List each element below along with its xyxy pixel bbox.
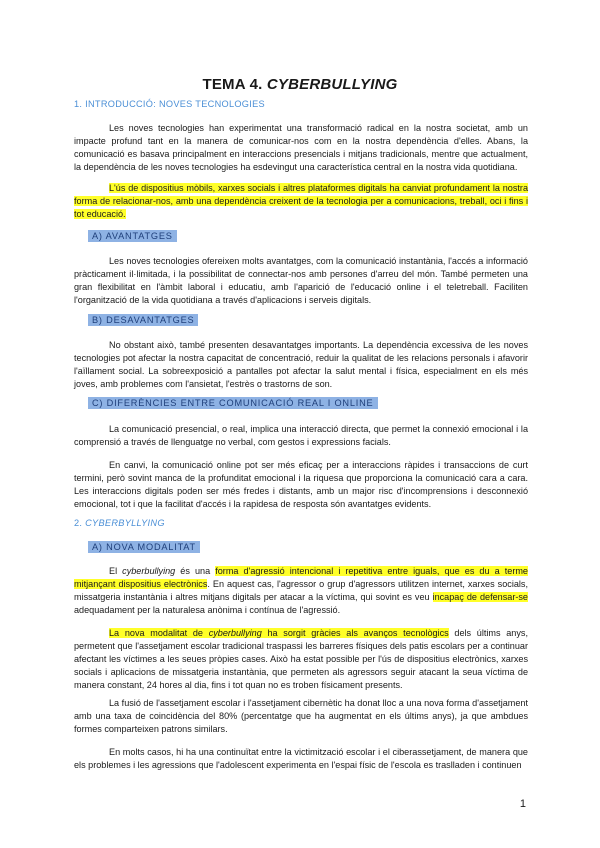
subheading-new-modality: A) NOVA MODALITAT	[88, 541, 200, 553]
paragraph-intro-1: Les noves tecnologies han experimentat una transformació radical en la nostra societat, amb un impacte profund tant en la manera de comunicar-nos com en la nostra dependència d'elles. Abans, la comunicació es basava principalment en interaccions presencials i mitjans tradicionals, mentre que actualment, la dependència de les noves tecnologies ha esdevingut una característica central en la nostra vida quotidiana.	[74, 123, 528, 172]
subheading-advantages: A) AVANTATGES	[88, 230, 177, 242]
heading-number: 2.	[74, 518, 86, 528]
page-number: 1	[519, 798, 526, 810]
paragraph-fusion: La fusió de l'assetjament escolar i l'assetjament cibernètic ha donat lloc a una nova forma d'assetjament amb una taxa de coincidència del 80% (percentatge que ha augmentat en els últims anys), ja que ambdues formes comparteixen patrons similars.	[74, 698, 528, 734]
title-prefix: TEMA 4.	[202, 76, 267, 93]
title-emphasis: CYBERBULLYING	[266, 76, 398, 93]
paragraph-differences-1: La comunicació presencial, o real, implica una interacció directa, que permet la connexió emocional i la comprensió a través de llenguatge no verbal, com gestos i expressions facials.	[74, 424, 528, 447]
highlight: cyberbullying	[208, 628, 262, 638]
highlight: ha sorgit gràcies als avanços tecnològics	[261, 628, 449, 638]
paragraph-differences-2: En canvi, la comunicació online pot ser més eficaç per a interaccions ràpides i transaccions de curt termini, però sovint manca de la profunditat emocional i la riquesa que proporciona la comunicació cara a cara. Les interaccions digitals poden ser més fredes i distants, amb un major risc d'incomprensions i desconnexió emocional, tot i que la facilitat d'accés i la rapidesa de resposta són avantatges evidents.	[74, 460, 528, 509]
paragraph-advantages: Les noves tecnologies ofereixen molts avantatges, com la comunicació instantània, l'accés a informació pràcticament il·limitada, i la possibilitat de connectar-nos amb persones d'arreu del món. També permeten una gran flexibilitat en l'àmbit laboral i educatiu, amb l'aparició de l'educació online i el teletreball. Faciliten l'organització de la vida quotidiana a través d'aplicacions i serveis digitals.	[74, 256, 528, 305]
paragraph-intro-2-highlighted	[74, 182, 528, 221]
section-heading-introduction: 1. INTRODUCCIÓ: NOVES TECNOLOGIES	[74, 99, 265, 109]
highlight: incapaç de defensar-se	[432, 592, 528, 602]
page-title	[0, 76, 600, 93]
highlight: forma d'agressió intencional i repetitiva entre iguals, que es du a terme mitjançant dispositius electrònics	[74, 566, 528, 589]
paragraph-continuity: En molts casos, hi ha una continuïtat entre la victimització escolar i el ciberassetjament, de manera que els problemes i les agressions que l'adolescent experimenta en l'espai físic de l'escola es traslladen i continuen	[74, 747, 528, 770]
subheading-differences: C) DIFERÈNCIES ENTRE COMUNICACIÓ REAL I ONLINE	[88, 397, 378, 409]
subheading-disadvantages: B) DESAVANTATGES	[88, 314, 198, 326]
highlight: La nova modalitat de	[109, 628, 209, 638]
heading-emphasis: CYBERBYLLYING	[85, 518, 165, 528]
paragraph-new-modality: La nova modalitat de cyberbullying ha sorgit gràcies als avanços tecnològics dels últims anys, permetent que l'assetjament escolar tradicional traspassi les barreres físiques dels patis escolars per a continuar afectant les víctimes a les seues pròpies cases. Això ha estat possible per l'ús de dispositius electrònics, xarxes socials i aplicacions de missatgeria instantània, que permeten als agressors seguir atacant la seua víctima de manera constant, 24 hores al dia, fins i tot quan no es troben físicament presents.	[74, 628, 528, 690]
paragraph-cyberbullying-definition: El cyberbullying és una forma d'agressió intencional i repetitiva entre iguals, que es du a terme mitjançant dispositius electrònics. En aquest cas, l'agressor o grup d'agressors utilitzen internet, xarxes socials, missatgeria instantània i altres mitjans digitals per atacar a la víctima, qui sovint es veu incapaç de defensar-se adequadament per la naturalesa anònima i contínua de l'agressió.	[74, 566, 528, 615]
paragraph-disadvantages: No obstant això, també presenten desavantatges importants. La dependència excessiva de les noves tecnologies pot afectar la nostra capacitat de concentració, reduir la qualitat de les relacions personals i afavorir l'aïllament social. La sobreexposició a pantalles pot afectar la salut mental i física, especialment en els més joves, amb problemes com l'ansietat, l'estrès o trastorns de son.	[74, 340, 528, 389]
section-heading-cyberbullying	[74, 518, 165, 528]
highlight: L'ús de dispositius mòbils, xarxes socials i altres plataformes digitals ha canviat profundament la nostra forma de relacionar-nos, amb una dependència creixent de la tecnologia per a comunicacions, treball, oci i fins i tot educació.	[74, 183, 528, 219]
